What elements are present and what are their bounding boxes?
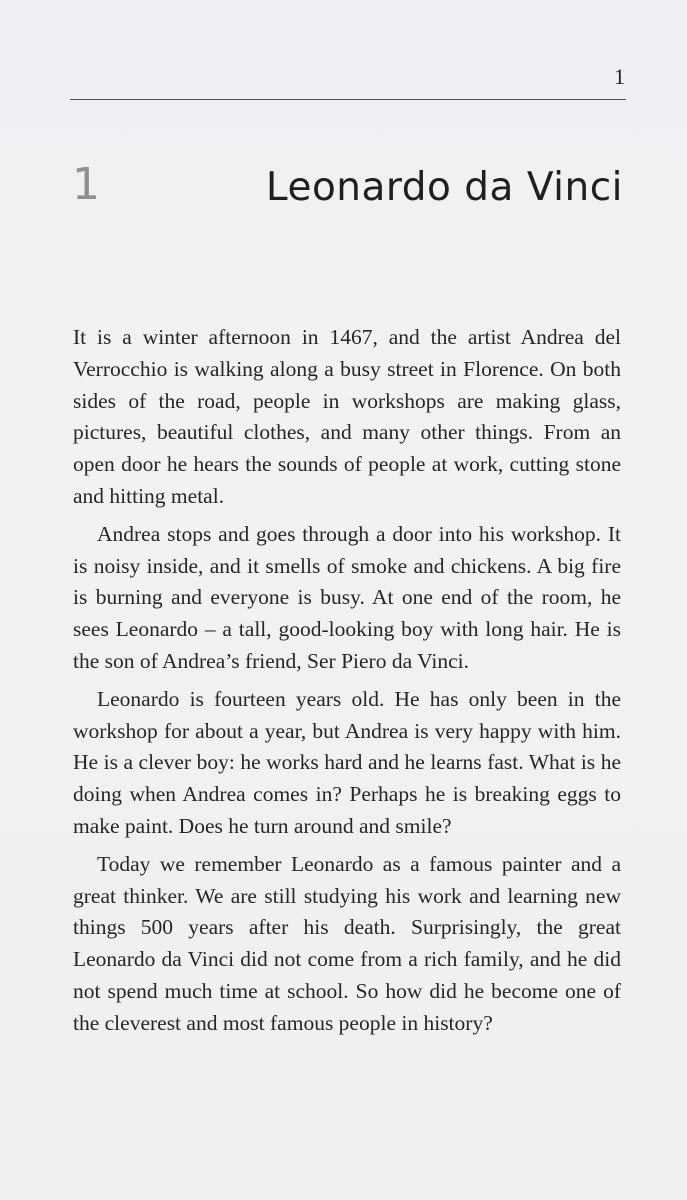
chapter-title: Leonardo da Vinci (265, 165, 623, 210)
paragraph: It is a winter afternoon in 1467, and the artist Andrea del Verrocchio is walking along a busy street in Florence. On both sides of the road, people in workshops are making glass, pictures, beautiful clothes, and many other things. From an open door he hears the sounds of people at work, cutting stone and hitting metal. (73, 325, 621, 508)
paragraph: Today we remember Leonardo as a famous painter and a great thinker. We are still studying his work and learning new things 500 years after his death. Surprisingly, the great Leonardo da Vinci did not come from a rich family, and he did not spend much time at school. So how did he become one of the cleverest and most famous people in history? (73, 851, 621, 1035)
chapter-number: 1 (72, 159, 100, 210)
chapter-body (73, 322, 621, 1046)
paragraph: Andrea stops and goes through a door into his workshop. It is noisy inside, and it smells of smoke and chickens. A big fire is burning and everyone is busy. At one end of the room, he sees Leonardo – a tall, good-looking boy with long hair. He is the son of Andrea’s friend, Ser Piero da Vinci. (73, 521, 621, 673)
page-number: 1 (614, 64, 625, 89)
header-rule (70, 99, 626, 100)
paragraph: Leonardo is fourteen years old. He has only been in the workshop for about a year, but Andrea is very happy with him. He is a clever boy: he works hard and he learns fast. What is he doing when Andrea comes in? Perhaps he is breaking eggs to make paint. Does he turn around and smile? (73, 686, 621, 838)
